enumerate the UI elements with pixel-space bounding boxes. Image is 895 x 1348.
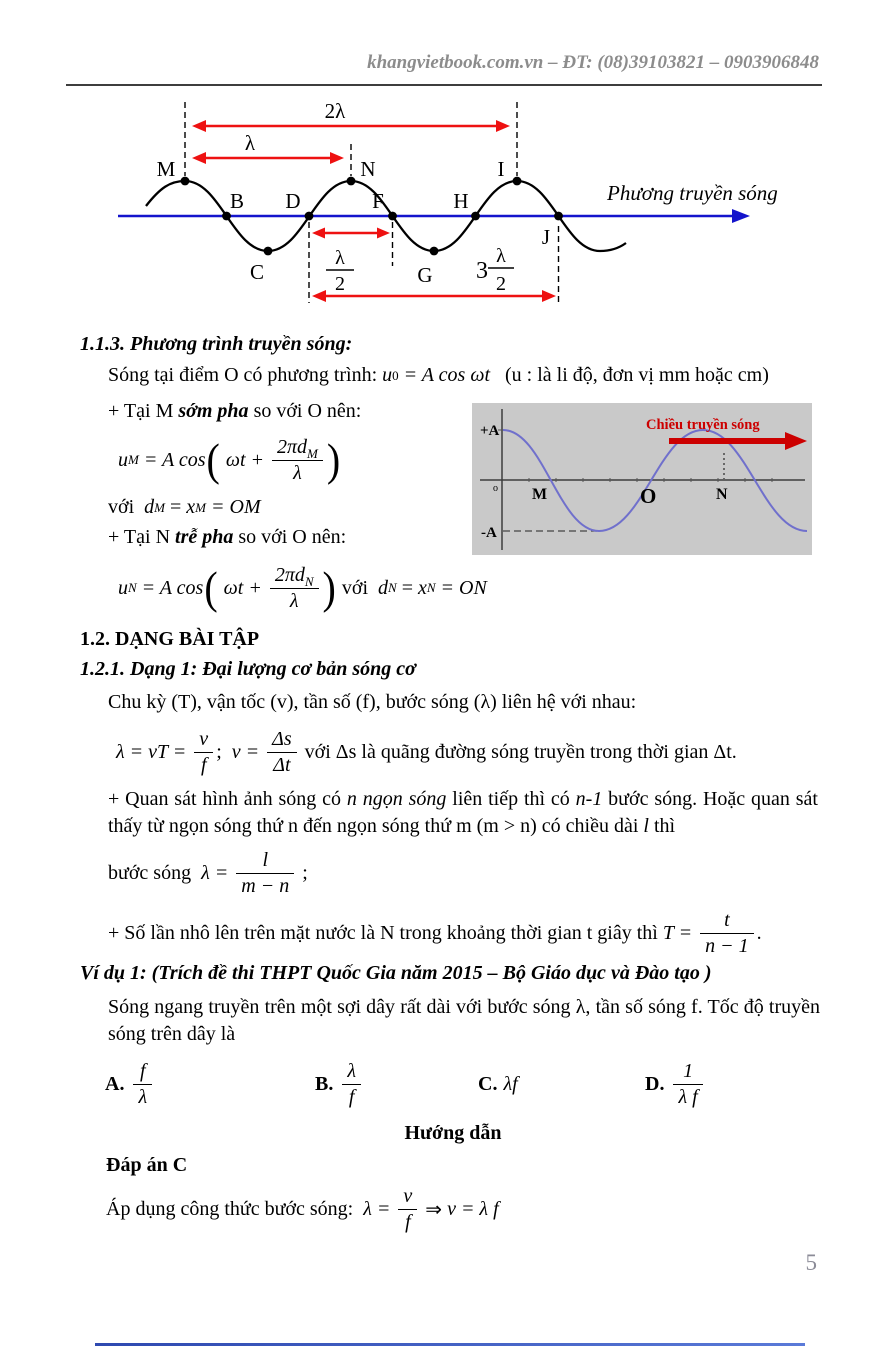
fraction-three-half-lambda	[476, 245, 514, 295]
um-formula: u M = A cos ( ωt + $\frac{2\pi d_M}{\lambda}$ )	[118, 433, 341, 486]
n-pre: + Tại N	[108, 526, 176, 548]
inset-n-label: N	[716, 486, 728, 503]
inset-m-label: M	[532, 486, 548, 503]
guide-heading: Hướng dẫn	[404, 1122, 502, 1144]
point-label-i: I	[497, 157, 505, 181]
o-eq-rhs: = A cos ωt	[398, 364, 490, 386]
option-c-value: λf	[503, 1072, 518, 1095]
point-label-c: C	[249, 260, 265, 284]
option-d-fraction: $\frac{1}{\text{λ f}}$	[673, 1060, 702, 1108]
inset-background	[472, 403, 812, 555]
section-121-heading: 1.2.1. Dạng 1: Đại lượng cơ bản sóng cơ	[80, 658, 416, 680]
inset-minus-a-label: -A	[481, 525, 497, 541]
option-d-label: D.	[645, 1072, 665, 1095]
header-rule	[66, 84, 822, 86]
point-dot-f	[388, 212, 397, 221]
page-number: 5	[805, 1250, 817, 1275]
observation-paragraph: + Quan sát hình ảnh sóng có n ngọn sóng liên tiếp thì có n-1 bước sóng. Hoặc quan sát thấy từ ngọn sóng thứ n đến ngọn sóng thứ m (m > n) có chiều dài l thì	[108, 788, 818, 837]
point-label-b: B	[229, 189, 245, 213]
o-eq-note: (u : là li độ, đơn vị mm hoặc cm)	[490, 364, 769, 386]
svg-text:λ: λ	[496, 245, 506, 267]
option-d	[645, 1055, 706, 1113]
relation-sentence: Chu kỳ (T), vận tốc (v), tần số (f), bước sóng (λ) liên hệ với nhau:	[108, 691, 637, 713]
fraction-half-lambda	[326, 247, 354, 295]
period-formula-line: + Số lần nhô lên trên mặt nước là N trong khoảng thời gian t giây thì T = $\frac{t}{n - 1}$ .	[108, 909, 762, 957]
o-eq-base: u	[382, 364, 393, 386]
un-eq: = A cos	[136, 576, 204, 599]
option-b-fraction: $\frac{\lambda}{f}$	[342, 1060, 361, 1108]
point-label-j: J	[541, 225, 551, 249]
un-fraction: $\frac{2\pi d_N}{\lambda}$	[270, 564, 319, 612]
point-dot-m	[181, 177, 190, 186]
svg-text:3: 3	[476, 258, 488, 284]
point-label-f: F	[372, 189, 384, 213]
direction-label: Phương truyền sóng	[607, 181, 778, 205]
point-label-d: D	[285, 189, 301, 213]
footer-rule	[95, 1343, 805, 1346]
um-eq: = A cos	[138, 448, 206, 471]
point-dot-d	[305, 212, 314, 221]
wavelength-formula: bước sóng λ = $\frac{l}{m - n}$ ;	[108, 849, 308, 897]
o-equation-line: Sóng tại điểm O có phương trình: u 0 = A cos ωt (u : là li độ, đơn vị mm hoặc cm)	[108, 364, 769, 386]
dim-label-lambda: λ	[244, 131, 256, 155]
v-over-f-fraction: $\frac{v}{f}$	[194, 728, 213, 776]
o-pre-text: Sóng tại điểm O có phương trình:	[108, 364, 383, 386]
point-label-m: M	[156, 157, 176, 181]
inset-wave-graph	[472, 403, 812, 555]
inset-direction-label: Chiều truyền sóng	[646, 417, 760, 433]
solution-line: Áp dụng công thức bước sóng: λ = $\frac{v}{f}$ ⇒ v = λ f	[106, 1185, 499, 1233]
n-phase-line	[108, 524, 346, 551]
section-12-heading: 1.2. DẠNG BÀI TẬP	[80, 628, 260, 650]
m-post: so với O nên:	[248, 400, 362, 422]
point-label-h: H	[453, 189, 469, 213]
option-c-label: C.	[478, 1072, 498, 1095]
option-a-fraction: $\frac{f}{\lambda}$	[133, 1060, 152, 1108]
dm-line: với d M = x M = OM	[108, 496, 261, 518]
un-open-paren: (	[204, 561, 218, 614]
implies-arrow: ⇒	[420, 1198, 448, 1221]
l-over-mn-fraction: $\frac{l}{m - n}$	[236, 849, 294, 897]
m-phase-line	[108, 398, 361, 425]
um-open-paren: (	[206, 433, 220, 486]
n-emphasis: trễ pha	[175, 526, 234, 548]
t-over-n1-fraction: $\frac{t}{n - 1}$	[700, 909, 754, 957]
inset-origin-label: o	[493, 483, 498, 494]
point-dot-j	[554, 212, 563, 221]
propagation-axis	[118, 209, 750, 223]
relation-formula: λ = vT = $\frac{v}{f}$ ; v = $\frac{\Delta s}{\Delta t}$ với Δs là quãng đường sóng truyền trong thời gian Δt.	[116, 728, 737, 776]
um-base: u	[118, 448, 128, 471]
svg-text:λ: λ	[335, 247, 345, 269]
section-113-heading: 1.1.3. Phương trình truyền sóng:	[80, 333, 353, 355]
example-1-heading: Ví dụ 1: (Trích đề thi THPT Quốc Gia năm 2015 – Bộ Giáo dục và Đào tạo )	[80, 962, 712, 984]
svg-text:2: 2	[335, 273, 345, 295]
option-b-label: B.	[315, 1072, 334, 1095]
un-formula: u N = A cos ( ωt + $\frac{2\pi d_N}{\lambda}$ ) với d N = x N = ON	[118, 561, 487, 614]
n-post: so với O nên:	[233, 526, 347, 548]
um-arg: ωt +	[220, 448, 270, 471]
wave-diagram	[110, 96, 810, 311]
header-site-line: khangvietbook.com.vn – ĐT: (08)39103821 – 0903906848	[367, 52, 819, 73]
option-b	[315, 1055, 364, 1113]
dim-label-2lambda: 2λ	[324, 99, 346, 123]
un-close-paren: )	[322, 561, 336, 614]
m-pre: + Tại M	[108, 400, 179, 422]
solution-fraction: $\frac{v}{f}$	[398, 1185, 417, 1233]
point-dot-g	[430, 247, 439, 256]
option-a	[105, 1055, 155, 1113]
example-1-body: Sóng ngang truyền trên một sợi dây rất dài với bước sóng λ, tần số sóng f. Tốc độ truyền sóng trên dây là	[108, 996, 820, 1045]
inset-o-label: O	[640, 484, 657, 508]
point-dot-i	[513, 177, 522, 186]
inset-plus-a-label: +A	[480, 423, 500, 439]
point-dot-h	[471, 212, 480, 221]
option-c	[478, 1055, 518, 1113]
svg-text:2: 2	[496, 273, 506, 295]
answer-line: Đáp án C	[106, 1154, 188, 1176]
point-dot-c	[264, 247, 273, 256]
um-fraction: $\frac{2\pi d_M}{\lambda}$	[272, 436, 323, 484]
m-emphasis: sớm pha	[178, 400, 249, 422]
relation-post-text: với Δs là quãng đường sóng truyền trong thời gian Δt.	[299, 740, 737, 763]
ds-over-dt-fraction: $\frac{\Delta s}{\Delta t}$	[267, 728, 297, 776]
un-base: u	[118, 576, 128, 599]
option-a-label: A.	[105, 1072, 125, 1095]
un-arg: ωt +	[218, 576, 267, 599]
um-close-paren: )	[326, 433, 341, 486]
point-label-g: G	[417, 263, 433, 287]
point-dot-n	[347, 177, 356, 186]
point-label-n: N	[360, 157, 376, 181]
